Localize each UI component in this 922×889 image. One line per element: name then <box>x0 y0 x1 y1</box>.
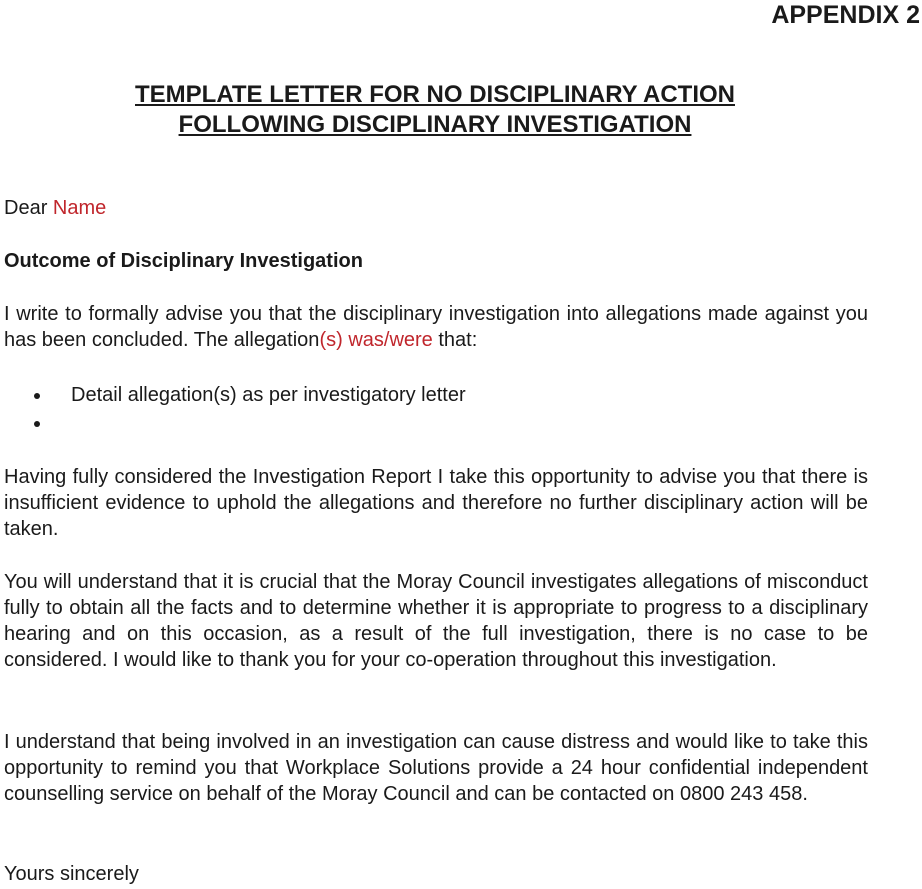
paragraph-counselling: I understand that being involved in an investigation can cause distress and would like to take this opportunity to remind you that Workplace Solutions provide a 24 hour confidential independent counselling service on behalf of the Moray Council and can be contacted on 0800 243 458. <box>4 731 868 805</box>
subject-heading: Outcome of Disciplinary Investigation <box>4 250 363 272</box>
list-item: Detail allegation(s) as per investigatory letter <box>33 381 466 409</box>
salutation-prefix: Dear <box>4 197 53 219</box>
name-placeholder: Name <box>52 197 107 219</box>
salutation <box>4 195 868 221</box>
paragraph-outcome: Having fully considered the Investigation Report I take this opportunity to advise you that there is insufficient evidence to uphold the allegations and therefore no further disciplinary action will be taken. <box>4 466 868 540</box>
paragraph-allegations-text: I write to formally advise you that the disciplinary investigation into allegations made against you has been concluded. The allegation <box>4 303 868 351</box>
letter-title <box>0 80 870 140</box>
paragraph-allegations-tail: that: <box>432 329 478 351</box>
appendix-label: APPENDIX 2 <box>771 1 920 29</box>
paragraph-allegations <box>4 301 868 353</box>
paragraph-explanation: You will understand that it is crucial that the Moray Council investigates allegations of misconduct fully to obtain all the facts and to determine whether it is appropriate to progress to a disciplinary hearing and on this occasion, as a result of the full investigation, there is no case to be considered. I would like to thank you for your co-operation throughout this investigation. <box>4 571 868 671</box>
title-line-1: TEMPLATE LETTER FOR NO DISCIPLINARY ACTION <box>135 81 735 108</box>
allegation-placeholder: (s) was/were <box>319 329 433 351</box>
closing: Yours sincerely <box>4 863 139 885</box>
list-item <box>33 409 466 437</box>
title-line-2: FOLLOWING DISCIPLINARY INVESTIGATION <box>178 111 692 138</box>
allegation-list <box>33 381 466 437</box>
